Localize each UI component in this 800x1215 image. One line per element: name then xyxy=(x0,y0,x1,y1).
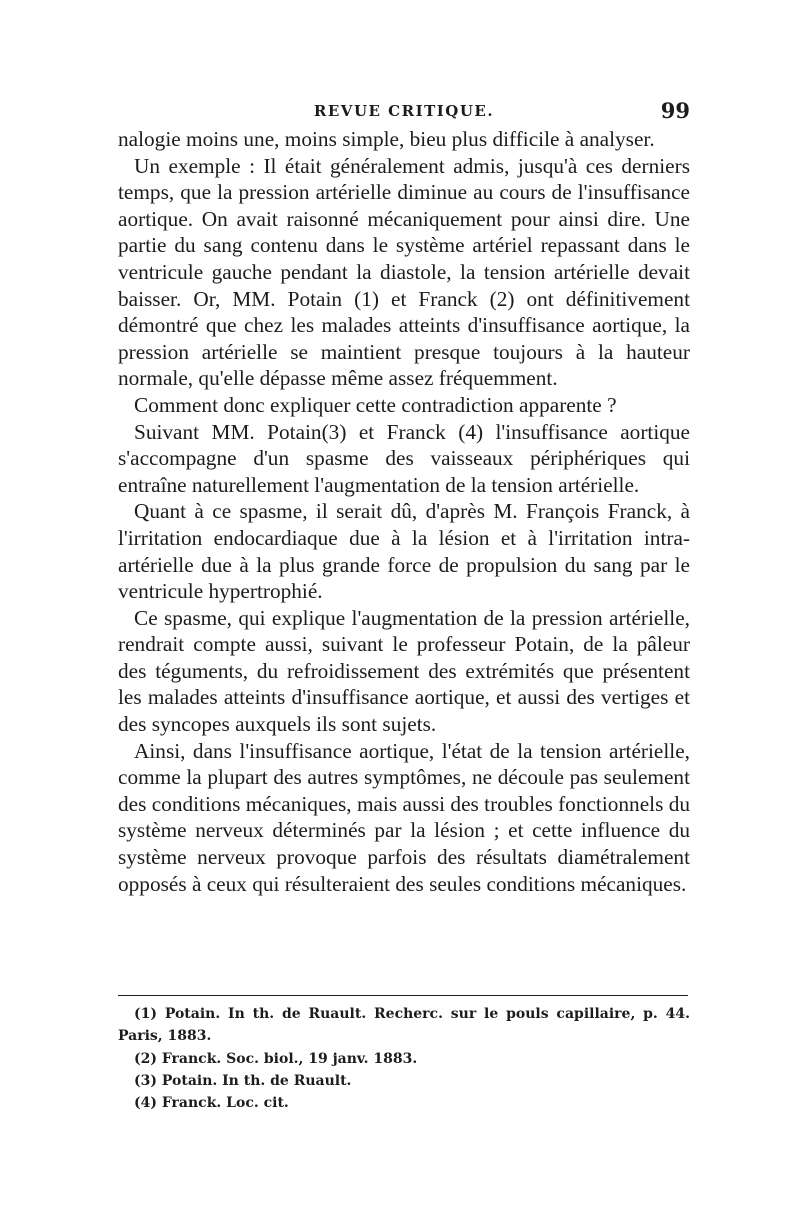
paragraph: Un exemple : Il était généralement admis, jusqu'à ces derniers temps, que la pression artérielle diminue au cours de l'insuffisance aortique. On avait raisonné mécaniquement pour ainsi dire. Une partie du sang contenu dans le système artériel repassant dans le ventricule gauche pendant la diastole, la tension artérielle devait baisser. Or, MM. Potain (1) et Franck (2) ont définitivement démontré que chez les malades atteints d'insuffisance aortique, la pression artérielle se maintient presque toujours à la hauteur normale, qu'elle dépasse même assez fréquemment. xyxy=(118,153,690,391)
paragraph: Quant à ce spasme, il serait dû, d'après M. François Franck, à l'irritation endocardiaque due à la lésion et à l'irritation intra-artérielle due à la plus grande force de propulsion du sang par le ventricule hypertrophié. xyxy=(118,499,690,604)
running-title: REVUE CRITIQUE. xyxy=(313,102,495,120)
paragraph: Comment donc expliquer cette contradiction apparente ? xyxy=(134,392,617,417)
paragraph: Suivant MM. Potain(3) et Franck (4) l'insuffisance aortique s'accompagne d'un spasme des vaisseaux périphériques qui entraîne naturellement l'augmentation de la tension artérielle. xyxy=(118,419,690,497)
footnote: (1) Potain. In th. de Ruault. Recherc. sur le pouls capillaire, p. 44. Paris, 1883. xyxy=(118,1006,690,1045)
running-head xyxy=(118,100,690,124)
footnote: (2) Franck. Soc. biol., 19 janv. 1883. xyxy=(134,1050,418,1067)
footnote: (3) Potain. In th. de Ruault. xyxy=(134,1072,352,1089)
paragraph: Ce spasme, qui explique l'augmentation de la pression artérielle, rendrait compte aussi, suivant le professeur Potain, de la pâleur des téguments, du refroidissement des extrémités que présentent les malades atteints d'insuffisance aortique, et aussi des vertiges et des syncopes auxquels ils sont sujets. xyxy=(118,605,690,737)
page-number: 99 xyxy=(660,98,690,123)
footnotes xyxy=(118,1003,690,1114)
main-text xyxy=(118,126,690,897)
paragraph: nalogie moins une, moins simple, bieu plus difficile à analyser. xyxy=(118,127,655,151)
footnote-divider xyxy=(118,995,688,996)
footnote: (4) Franck. Loc. cit. xyxy=(134,1095,289,1112)
paragraph: Ainsi, dans l'insuffisance aortique, l'état de la tension artérielle, comme la plupart des autres symptômes, ne découle pas seulement des conditions mécaniques, mais aussi des troubles fonctionnels du système nerveux déterminés par la lésion ; et cette influence du système nerveux provoque parfois des résultats diamétralement opposés à ceux qui résulteraient des seules conditions mécaniques. xyxy=(118,738,690,896)
